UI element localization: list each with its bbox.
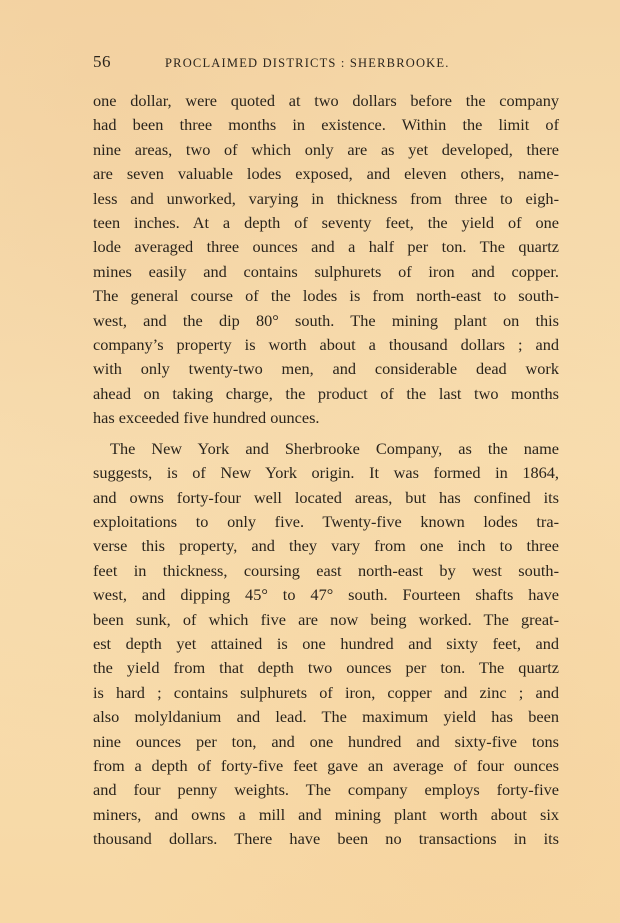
text-line: also molyldanium and lead. The maximum yield has been [93,707,559,727]
running-title: PROCLAIMED DISTRICTS : SHERBROOKE. [165,56,450,70]
paragraph-continuation [93,89,559,431]
text-line: company’s property is worth about a thousand dollars ; and [93,335,559,355]
text-line: The New York and Sherbrooke Company, as the name [110,438,559,458]
running-head [93,52,559,76]
text-line: thousand dollars. There have been no transactions in its [93,829,559,849]
text-line: suggests, is of New York origin. It was formed in 1864, [93,463,559,483]
text-line: west, and the dip 80° south. The mining plant on this [93,310,559,330]
book-page [93,52,559,852]
text-line: and owns forty-four well located areas, but has confined its [93,487,559,507]
text-line: had been three months in existence. Within the limit of [93,115,559,135]
text-line: feet in thickness, coursing east north-east by west south- [93,560,559,580]
text-line: miners, and owns a mill and mining plant worth about six [93,804,559,824]
text-line: is hard ; contains sulphurets of iron, copper and zinc ; and [93,682,559,702]
text-line: west, and dipping 45° to 47° south. Fourteen shafts have [93,585,559,605]
paragraph-new-york-sherbrooke [93,437,559,852]
text-line: the yield from that depth two ounces per ton. The quartz [93,658,559,678]
text-line: are seven valuable lodes exposed, and eleven others, name- [93,164,559,184]
text-line: less and unworked, varying in thickness from three to eigh- [93,188,559,208]
text-line: mines easily and contains sulphurets of iron and copper. [93,261,559,281]
text-line: ahead on taking charge, the product of the last two months [93,383,559,403]
page-number: 56 [93,52,111,71]
text-line: est depth yet attained is one hundred and sixty feet, and [93,633,559,653]
text-line: The general course of the lodes is from north-east to south- [93,286,559,306]
text-line: from a depth of forty-five feet gave an average of four ounces [93,755,559,775]
text-line: one dollar, were quoted at two dollars before the company [93,91,559,110]
text-line: exploitations to only five. Twenty-five known lodes tra- [93,511,559,531]
text-line: nine areas, two of which only are as yet developed, there [93,139,559,159]
text-line: with only twenty-two men, and considerable dead work [93,359,559,379]
text-line: verse this property, and they vary from one inch to three [93,536,559,556]
text-line: lode averaged three ounces and a half per ton. The quartz [93,237,559,257]
text-line: nine ounces per ton, and one hundred and sixty-five tons [93,731,559,751]
text-line: has exceeded five hundred ounces. [93,408,320,428]
text-line: and four penny weights. The company employs forty-five [93,780,559,800]
text-line: been sunk, of which five are now being worked. The great- [93,609,559,629]
text-line: teen inches. At a depth of seventy feet, the yield of one [93,213,559,233]
